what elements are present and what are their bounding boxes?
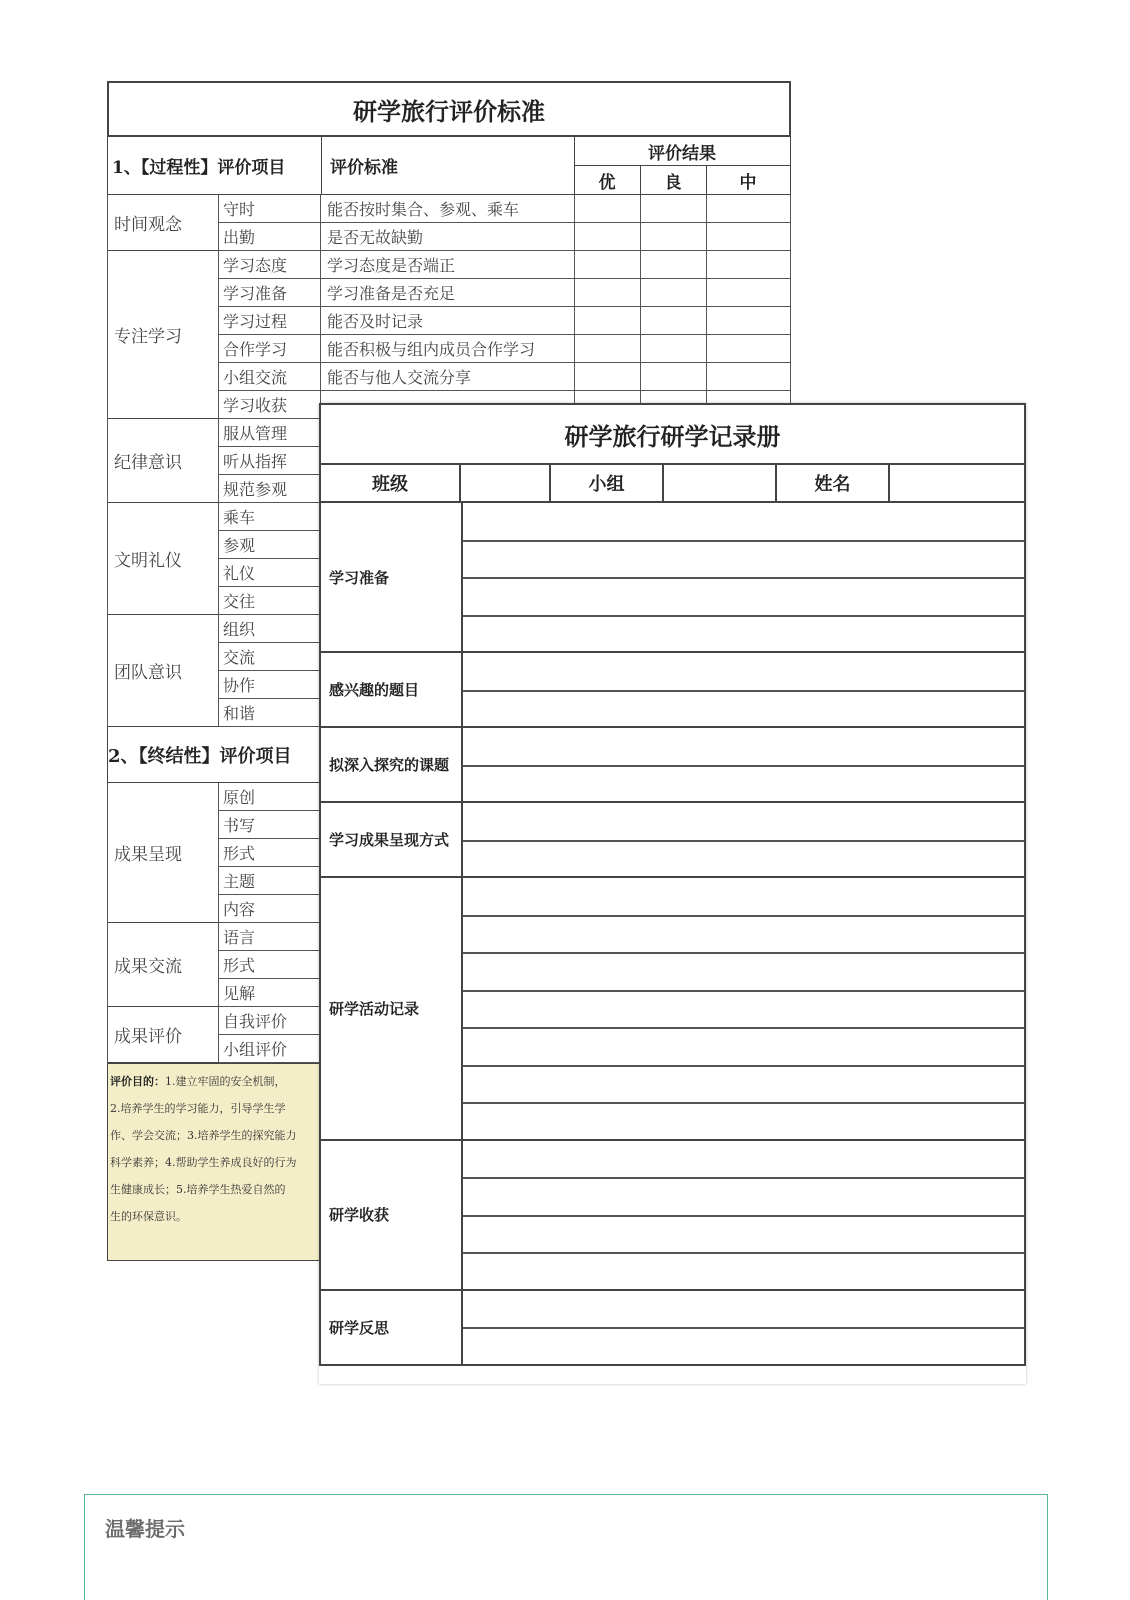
table-row [107, 251, 791, 279]
item-cell: 学习态度 [219, 251, 321, 279]
item-cell: 乘车 [219, 503, 321, 531]
category-cell: 纪律意识 [107, 419, 219, 503]
table-row [107, 335, 791, 363]
item-cell: 听从指挥 [219, 447, 321, 475]
grade-cell[interactable] [641, 223, 707, 251]
evaluation-standard-title: 研学旅行评价标准 [107, 81, 791, 137]
item-cell: 形式 [219, 951, 321, 979]
item-cell: 主题 [219, 867, 321, 895]
category-cell: 专注学习 [107, 251, 219, 419]
purpose-text: 1.建立牢固的安全机制， 2.培养学生的学习能力，引导学生学 作、学会交流；3.培养学生的探究能力 科学素养；4.帮助学生养成良好的行为 生健康成长；5.培养学生热爱自然的 生的环保意识。 [110, 1075, 297, 1223]
item-cell: 交流 [219, 643, 321, 671]
criteria-cell: 能否积极与组内成员合作学习 [321, 335, 575, 363]
grade-cell[interactable] [707, 307, 791, 335]
criteria-cell: 能否按时集合、参观、乘车 [321, 195, 575, 223]
writing-line[interactable] [463, 615, 1024, 617]
item-cell: 协作 [219, 671, 321, 699]
class-field[interactable] [459, 465, 549, 503]
writing-line[interactable] [463, 765, 1024, 767]
writing-line[interactable] [463, 1327, 1024, 1329]
evaluation-table-header [107, 137, 791, 195]
writing-line[interactable] [463, 540, 1024, 542]
grade-cell[interactable] [707, 279, 791, 307]
criteria-cell: 能否及时记录 [321, 307, 575, 335]
table-row [107, 363, 791, 391]
grade-cell[interactable] [641, 195, 707, 223]
item-cell: 和谐 [219, 699, 321, 727]
name-field[interactable] [888, 465, 1026, 503]
writing-line[interactable] [463, 577, 1024, 579]
writing-line[interactable] [463, 690, 1024, 692]
criteria-cell: 是否无故缺勤 [321, 223, 575, 251]
category-cell: 时间观念 [107, 195, 219, 251]
category-cell: 成果交流 [107, 923, 219, 1007]
item-cell: 内容 [219, 895, 321, 923]
record-section [319, 803, 1026, 878]
section-label: 拟深入探究的课题 [321, 728, 463, 801]
category-cell: 成果呈现 [107, 783, 219, 923]
item-cell: 规范参观 [219, 475, 321, 503]
grade-average: 中 [706, 165, 791, 195]
writing-line[interactable] [463, 1215, 1024, 1217]
item-cell: 交往 [219, 587, 321, 615]
item-cell: 自我评价 [219, 1007, 321, 1035]
criteria-header: 评价标准 [321, 137, 575, 195]
writing-line[interactable] [463, 1027, 1024, 1029]
section-label: 研学活动记录 [321, 878, 463, 1139]
section-label: 研学反思 [321, 1291, 463, 1364]
section-label: 研学收获 [321, 1141, 463, 1289]
grade-cell[interactable] [575, 279, 641, 307]
item-cell: 出勤 [219, 223, 321, 251]
tip-title: 温馨提示 [105, 1519, 185, 1541]
grade-cell[interactable] [707, 251, 791, 279]
grade-cell[interactable] [575, 251, 641, 279]
group-field[interactable] [662, 465, 775, 503]
category-cell: 成果评价 [107, 1007, 219, 1063]
grade-cell[interactable] [575, 223, 641, 251]
item-cell: 学习准备 [219, 279, 321, 307]
section1-heading: 1、【过程性】评价项目 [107, 137, 321, 195]
item-cell: 原创 [219, 783, 321, 811]
class-label: 班级 [319, 465, 459, 503]
table-row [107, 223, 791, 251]
table-row [107, 279, 791, 307]
record-booklet-title: 研学旅行研学记录册 [319, 403, 1026, 465]
record-section [319, 1141, 1026, 1291]
section-label: 学习准备 [321, 503, 463, 651]
grade-cell[interactable] [707, 363, 791, 391]
evaluation-purpose [107, 1063, 337, 1261]
grade-cell[interactable] [707, 223, 791, 251]
criteria-cell: 能否与他人交流分享 [321, 363, 575, 391]
grade-cell[interactable] [575, 335, 641, 363]
section-label: 感兴趣的题目 [321, 653, 463, 726]
grade-cell[interactable] [641, 251, 707, 279]
writing-line[interactable] [463, 915, 1024, 917]
item-cell: 礼仪 [219, 559, 321, 587]
item-cell: 小组交流 [219, 363, 321, 391]
item-cell: 组织 [219, 615, 321, 643]
grade-cell[interactable] [575, 363, 641, 391]
grade-cell[interactable] [641, 363, 707, 391]
category-cell: 文明礼仪 [107, 503, 219, 615]
item-cell: 合作学习 [219, 335, 321, 363]
tip-box [84, 1494, 1048, 1600]
writing-line[interactable] [463, 990, 1024, 992]
writing-line[interactable] [463, 952, 1024, 954]
criteria-cell: 学习态度是否端正 [321, 251, 575, 279]
result-header: 评价结果 [574, 137, 791, 166]
record-section [319, 653, 1026, 728]
item-cell: 书写 [219, 811, 321, 839]
section-label: 学习成果呈现方式 [321, 803, 463, 876]
grade-cell[interactable] [641, 307, 707, 335]
table-row [107, 307, 791, 335]
record-section [319, 1291, 1026, 1366]
item-cell: 见解 [219, 979, 321, 1007]
writing-line[interactable] [463, 1252, 1024, 1254]
grade-cell[interactable] [641, 279, 707, 307]
purpose-label: 评价目的： [110, 1075, 165, 1088]
writing-line[interactable] [463, 1177, 1024, 1179]
table-row [107, 195, 791, 223]
grade-excellent: 优 [574, 165, 641, 195]
writing-line[interactable] [463, 1065, 1024, 1067]
section2-heading: 2、【终结性】评价项目 [107, 727, 337, 783]
item-cell: 语言 [219, 923, 321, 951]
writing-line[interactable] [463, 840, 1024, 842]
item-cell: 守时 [219, 195, 321, 223]
group-label: 小组 [549, 465, 662, 503]
criteria-cell: 学习准备是否充足 [321, 279, 575, 307]
grade-cell[interactable] [575, 195, 641, 223]
item-cell: 学习过程 [219, 307, 321, 335]
writing-line[interactable] [463, 1102, 1024, 1104]
item-cell: 服从管理 [219, 419, 321, 447]
grade-good: 良 [640, 165, 707, 195]
item-cell: 形式 [219, 839, 321, 867]
record-section [319, 503, 1026, 653]
record-section [319, 728, 1026, 803]
category-cell: 团队意识 [107, 615, 219, 727]
record-section [319, 878, 1026, 1141]
grade-cell[interactable] [575, 307, 641, 335]
student-info-row [319, 465, 1026, 503]
item-cell: 小组评价 [219, 1035, 321, 1063]
grade-cell[interactable] [641, 335, 707, 363]
grade-cell[interactable] [707, 335, 791, 363]
grade-cell[interactable] [707, 195, 791, 223]
record-booklet-sheet [319, 403, 1026, 1384]
item-cell: 学习收获 [219, 391, 321, 419]
item-cell: 参观 [219, 531, 321, 559]
name-label: 姓名 [775, 465, 888, 503]
